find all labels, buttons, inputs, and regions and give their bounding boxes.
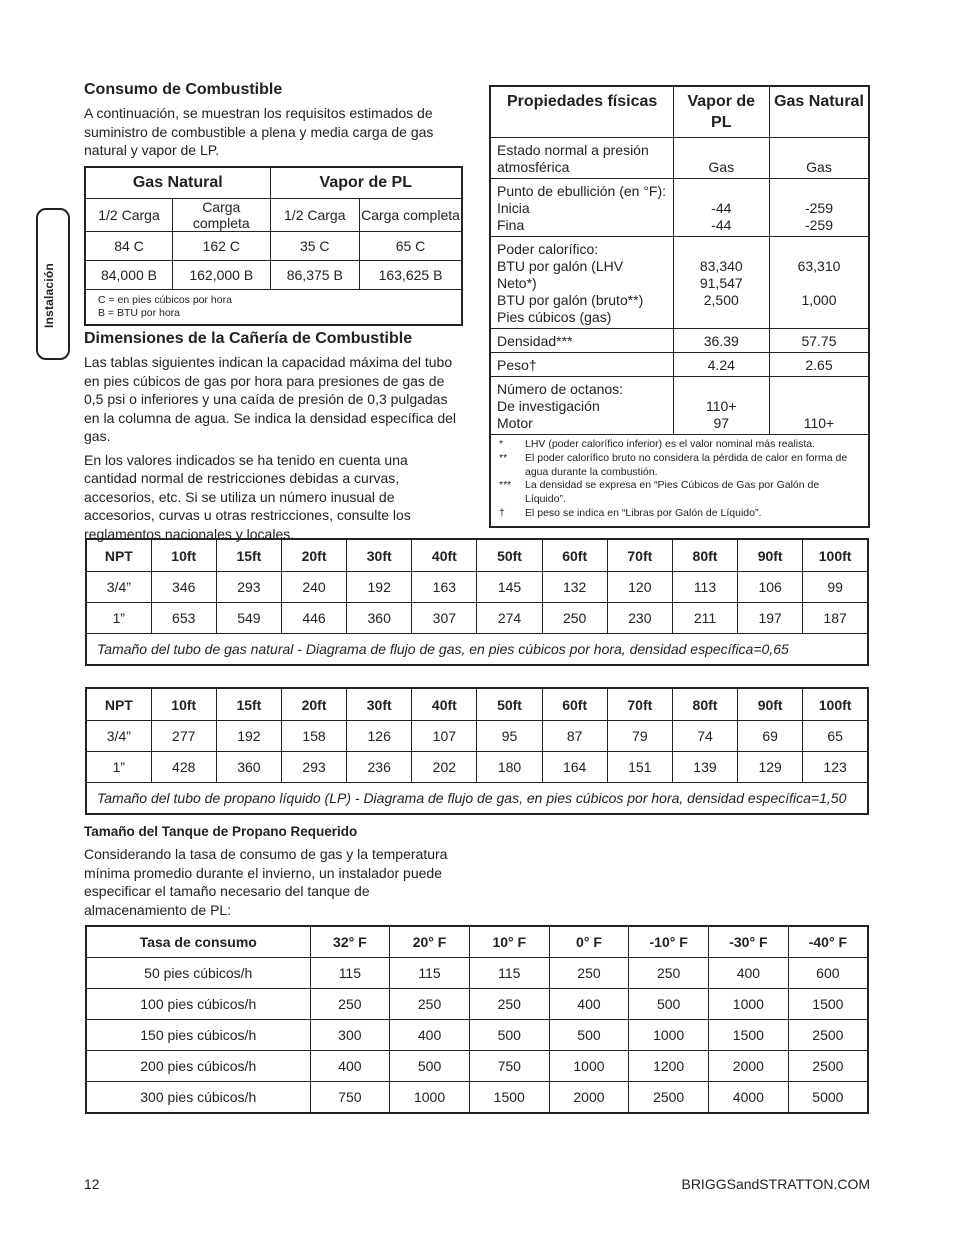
tank-cell: 1000: [390, 1082, 470, 1114]
property-label-line: De investigación: [497, 398, 600, 414]
flow-cell: 293: [216, 572, 281, 603]
property-label: [490, 353, 673, 377]
flow-header: 100ft: [803, 539, 868, 572]
property-value-line: 110+: [803, 415, 835, 431]
tank-cell: 500: [629, 989, 709, 1020]
tank-cell: 500: [549, 1020, 629, 1051]
tank-cell: 500: [390, 1051, 470, 1082]
note-c: C = en pies cúbicos por hora: [98, 294, 232, 306]
flow-header: 20ft: [281, 539, 346, 572]
flow-header: 90ft: [738, 539, 803, 572]
spacer: [776, 241, 862, 258]
dimensiones-title: Dimensiones de la Cañería de Combustible: [84, 330, 413, 347]
flow-cell: 145: [477, 572, 542, 603]
flow-cell: 163: [412, 572, 477, 603]
tank-cell: 750: [469, 1051, 549, 1082]
tank-cell: 1000: [549, 1051, 629, 1082]
flow-cell: 293: [281, 752, 346, 783]
property-value-line: 2.65: [805, 357, 833, 373]
spacer: [680, 183, 763, 200]
flow-cell: 446: [281, 603, 346, 634]
property-label-line: Motor: [497, 415, 533, 431]
tank-cell: 115: [310, 958, 390, 989]
property-value-line: 36.39: [703, 333, 739, 349]
property-value-pl: [673, 179, 769, 237]
flow-header: 40ft: [412, 539, 477, 572]
tank-cell: 400: [549, 989, 629, 1020]
table-row: [86, 989, 868, 1020]
flow-header: 60ft: [542, 539, 607, 572]
tank-cell: 300 pies cúbicos/h: [86, 1082, 310, 1114]
tank-cell: 400: [310, 1051, 390, 1082]
flow-cell: 180: [477, 752, 542, 783]
flow-cell: 202: [412, 752, 477, 783]
table-row: [86, 752, 868, 783]
flow-header: 100ft: [803, 688, 868, 721]
flow-cell: 3/4”: [86, 572, 151, 603]
flow-header: 70ft: [607, 688, 672, 721]
flow-cell: 653: [151, 603, 216, 634]
flow-cell: 307: [412, 603, 477, 634]
flow-header: NPT: [86, 539, 151, 572]
tank-cell: 4000: [709, 1082, 789, 1114]
fuel-cell: 84,000 B: [85, 261, 173, 290]
flow-cell: 187: [803, 603, 868, 634]
footnote-symbol: **: [499, 451, 508, 464]
property-value-line: 1,000: [801, 292, 837, 308]
fuel-cell: 84 C: [85, 232, 173, 261]
props-header-property: Propiedades físicas: [490, 86, 673, 138]
flow-header: 30ft: [347, 688, 412, 721]
property-value-pl: [673, 329, 769, 353]
property-value-line: 57.75: [801, 333, 837, 349]
table-row: [490, 353, 869, 377]
footnote-text: El poder calorífico bruto no considera la pérdida de calor en forma de agua durante la combustión.: [525, 451, 848, 478]
flow-cell: 1”: [86, 603, 151, 634]
tank-header: -40° F: [788, 926, 868, 958]
table-row: [490, 237, 869, 329]
tank-cell: 1500: [469, 1082, 549, 1114]
fuel-subheader: 1/2 Carga: [85, 199, 173, 232]
property-label-line: Estado normal a presión: [497, 142, 649, 158]
table-row: [86, 1051, 868, 1082]
flow-header: 70ft: [607, 539, 672, 572]
tanque-section: [84, 824, 454, 919]
property-label-line: BTU por galón (LHV Neto*): [497, 258, 624, 291]
fuel-cell: 86,375 B: [270, 261, 359, 290]
property-label-line: Número de octanos:: [497, 381, 624, 397]
flow-header: 15ft: [216, 539, 281, 572]
flow-cell: 236: [347, 752, 412, 783]
property-value-line: 91,547: [699, 275, 743, 291]
fuel-consumption-table: [84, 166, 463, 326]
spacer: [776, 183, 862, 200]
flow-cell: 123: [803, 752, 868, 783]
flow-cell: 74: [672, 721, 737, 752]
table-row: [85, 232, 462, 261]
flow-cell: 274: [477, 603, 542, 634]
fuel-subheader: Carga completa: [173, 199, 271, 232]
property-value-line: 97: [713, 415, 730, 431]
flow-cell: 120: [607, 572, 672, 603]
flow-cell: 106: [738, 572, 803, 603]
spacer: [776, 381, 862, 398]
property-value-line: 2,500: [703, 292, 739, 308]
footnote: [499, 479, 860, 507]
dimensiones-paragraph-2: En los valores indicados se ha tenido en cuenta una cantidad normal de restricciones debidas a curvas, accesorios, etc. Si se utiliza un número inusual de accesorios, curvas u otras restricciones, consulte los reglamentos nacionales y locales.: [84, 451, 411, 542]
table-row: [85, 261, 462, 290]
table-row: [86, 603, 868, 634]
tank-cell: 1000: [709, 989, 789, 1020]
website-url: BRIGGSandSTRATTON.COM: [681, 1176, 870, 1192]
natural-gas-flow-table: [85, 538, 869, 666]
flow-header: 50ft: [477, 688, 542, 721]
propane-flow-caption: Tamaño del tubo de propano líquido (LP) - Diagrama de flujo de gas, en pies cúbicos por hora, densidad específica=1,50: [86, 783, 868, 815]
property-label-line: Poder calorífico:: [497, 241, 599, 257]
property-value-line: Gas: [708, 159, 735, 175]
tank-cell: 400: [709, 958, 789, 989]
property-label-line: Densidad***: [497, 333, 573, 349]
flow-cell: 197: [738, 603, 803, 634]
flow-header: NPT: [86, 688, 151, 721]
footnote-text: LHV (poder calorífico inferior) es el valor nominal más realista.: [525, 438, 816, 450]
flow-cell: 65: [803, 721, 868, 752]
property-value-line: 83,340: [699, 258, 743, 274]
flow-header: 20ft: [281, 688, 346, 721]
property-value-line: -44: [711, 200, 732, 216]
tank-size-table: [85, 925, 869, 1114]
tank-cell: 115: [390, 958, 470, 989]
property-label-line: BTU por galón (bruto**): [497, 292, 644, 308]
flow-cell: 164: [542, 752, 607, 783]
props-header-gas-natural: Gas Natural: [769, 86, 869, 138]
tank-cell: 1200: [629, 1051, 709, 1082]
flow-cell: 428: [151, 752, 216, 783]
flow-header: 80ft: [672, 539, 737, 572]
tank-cell: 250: [549, 958, 629, 989]
consumo-title: Consumo de Combustible: [84, 81, 283, 98]
table-row: [490, 138, 869, 179]
footnote: [499, 438, 860, 452]
footnote: [499, 452, 860, 480]
flow-cell: 139: [672, 752, 737, 783]
tank-header: Tasa de consumo: [86, 926, 310, 958]
footnote-symbol: †: [499, 506, 505, 519]
tank-cell: 250: [629, 958, 709, 989]
physical-properties-table: [489, 85, 870, 528]
property-value-line: 4.24: [707, 357, 735, 373]
property-label: [490, 138, 673, 179]
footnote-text: La densidad se expresa en “Pies Cúbicos de Gas por Galón de Líquido”.: [525, 479, 820, 506]
table-row: [490, 377, 869, 435]
tank-cell: 50 pies cúbicos/h: [86, 958, 310, 989]
tank-cell: 250: [310, 989, 390, 1020]
flow-cell: 87: [542, 721, 607, 752]
property-value-pl: [673, 377, 769, 435]
fuel-cell: 162 C: [173, 232, 271, 261]
page-number: 12: [84, 1176, 100, 1192]
property-label-line: Inicia: [497, 200, 530, 216]
table-row: [490, 179, 869, 237]
dimensiones-paragraph-1: Las tablas siguientes indican la capacidad máxima del tubo en pies cúbicos de gas por hora para presiones de gas de 0,5 psi o inferiores y una caída de presión de 0,3 pulgadas en la columna de agua. Se indica la densidad específica del gas.: [84, 354, 457, 444]
fuel-subheader: 1/2 Carga: [270, 199, 359, 232]
property-value-gn: [769, 237, 869, 329]
property-value-line: -259: [804, 217, 833, 233]
tank-cell: 300: [310, 1020, 390, 1051]
tank-cell: 2500: [788, 1051, 868, 1082]
tank-header: -30° F: [709, 926, 789, 958]
flow-cell: 360: [216, 752, 281, 783]
tank-cell: 115: [469, 958, 549, 989]
flow-cell: 549: [216, 603, 281, 634]
fuel-cell: 65 C: [360, 232, 463, 261]
tank-cell: 150 pies cúbicos/h: [86, 1020, 310, 1051]
tank-header: 10° F: [469, 926, 549, 958]
property-value-pl: [673, 353, 769, 377]
property-value-pl: [673, 138, 769, 179]
flow-cell: 277: [151, 721, 216, 752]
table-row: [86, 572, 868, 603]
tank-cell: 500: [469, 1020, 549, 1051]
fuel-cell: 35 C: [270, 232, 359, 261]
spacer: [776, 398, 862, 415]
spacer: [680, 381, 763, 398]
tank-cell: 100 pies cúbicos/h: [86, 989, 310, 1020]
flow-cell: 151: [607, 752, 672, 783]
fuel-cell: 163,625 B: [360, 261, 463, 290]
spacer: [776, 142, 862, 159]
tank-cell: 200 pies cúbicos/h: [86, 1051, 310, 1082]
consumo-section: [84, 81, 454, 160]
tank-cell: 400: [390, 1020, 470, 1051]
group-header-gas-natural: Gas Natural: [85, 167, 270, 199]
property-value-gn: [769, 353, 869, 377]
fuel-subheader: Carga completa: [360, 199, 463, 232]
table-row: [86, 1020, 868, 1051]
tank-header: 32° F: [310, 926, 390, 958]
flow-cell: 126: [347, 721, 412, 752]
flow-header: 60ft: [542, 688, 607, 721]
props-footnotes: [490, 435, 869, 527]
flow-cell: 192: [347, 572, 412, 603]
property-value-line: 63,310: [797, 258, 841, 274]
footnote-symbol: *: [499, 438, 504, 450]
tank-cell: 1500: [788, 989, 868, 1020]
spacer: [680, 241, 763, 258]
property-value-gn: [769, 138, 869, 179]
property-label-line: Punto de ebullición (en °F):: [497, 183, 667, 199]
props-header-vapor-pl: Vapor de PL: [673, 86, 769, 138]
flow-cell: 79: [607, 721, 672, 752]
property-value-line: Gas: [806, 159, 832, 175]
tanque-paragraph: Considerando la tasa de consumo de gas y la temperatura mínima promedio durante el invierno, un instalador puede especificar el tamaño necesario del tanque de almacenamiento de PL:: [84, 846, 448, 918]
spacer: [680, 142, 763, 159]
table-row: [86, 958, 868, 989]
tank-cell: 250: [390, 989, 470, 1020]
flow-cell: 95: [477, 721, 542, 752]
tank-cell: 2000: [709, 1051, 789, 1082]
property-label-line: Pies cúbicos (gas): [497, 309, 612, 325]
flow-header: 15ft: [216, 688, 281, 721]
table-row: [86, 1082, 868, 1114]
property-value-line: [776, 275, 862, 292]
fuel-table-notes: [85, 290, 462, 326]
tank-cell: 600: [788, 958, 868, 989]
tank-cell: 2500: [788, 1020, 868, 1051]
flow-header: 90ft: [738, 688, 803, 721]
tank-header: 20° F: [390, 926, 470, 958]
tank-header: -10° F: [629, 926, 709, 958]
dimensiones-section: [84, 330, 462, 543]
tank-cell: 1500: [709, 1020, 789, 1051]
property-value-gn: [769, 377, 869, 435]
side-tab: [36, 208, 70, 360]
flow-header: 50ft: [477, 539, 542, 572]
property-label-line: Fina: [497, 217, 525, 233]
flow-cell: 192: [216, 721, 281, 752]
property-label: [490, 377, 673, 435]
tank-cell: 2000: [549, 1082, 629, 1114]
footnote-text: El peso se indica en “Libras por Galón de Líquido”.: [525, 506, 762, 519]
natural-gas-flow-caption: Tamaño del tubo de gas natural - Diagrama de flujo de gas, en pies cúbicos por hora, densidad específica=0,65: [86, 634, 868, 666]
tanque-title: Tamaño del Tanque de Propano Requerido: [84, 824, 358, 839]
flow-cell: 69: [738, 721, 803, 752]
tank-cell: 250: [469, 989, 549, 1020]
tank-cell: 750: [310, 1082, 390, 1114]
flow-cell: 250: [542, 603, 607, 634]
flow-cell: 1”: [86, 752, 151, 783]
tank-cell: 2500: [629, 1082, 709, 1114]
note-b: B = BTU por hora: [98, 307, 180, 319]
flow-cell: 346: [151, 572, 216, 603]
property-value-pl: [673, 237, 769, 329]
tank-cell: 5000: [788, 1082, 868, 1114]
flow-cell: 158: [281, 721, 346, 752]
flow-header: 10ft: [151, 539, 216, 572]
flow-cell: 107: [412, 721, 477, 752]
tank-cell: 1000: [629, 1020, 709, 1051]
side-tab-label: Instalación: [42, 263, 56, 328]
footnote-symbol: ***: [499, 479, 512, 492]
group-header-vapor-pl: Vapor de PL: [270, 167, 462, 199]
table-row: [86, 721, 868, 752]
flow-cell: 99: [803, 572, 868, 603]
property-value-line: -259: [804, 200, 833, 216]
propane-flow-table: [85, 687, 869, 815]
flow-header: 40ft: [412, 688, 477, 721]
property-label: [490, 179, 673, 237]
property-value-line: -44: [711, 217, 732, 233]
flow-cell: 132: [542, 572, 607, 603]
table-row: [490, 329, 869, 353]
flow-header: 30ft: [347, 539, 412, 572]
property-label-line: atmosférica: [497, 159, 570, 175]
flow-cell: 240: [281, 572, 346, 603]
footnote: [499, 507, 860, 521]
property-label: [490, 237, 673, 329]
flow-cell: 3/4”: [86, 721, 151, 752]
property-label: [490, 329, 673, 353]
flow-cell: 230: [607, 603, 672, 634]
flow-cell: 360: [347, 603, 412, 634]
property-value-gn: [769, 179, 869, 237]
fuel-cell: 162,000 B: [173, 261, 271, 290]
property-value-gn: [769, 329, 869, 353]
tank-header: 0° F: [549, 926, 629, 958]
property-value-line: 110+: [706, 398, 737, 414]
flow-cell: 211: [672, 603, 737, 634]
consumo-paragraph: A continuación, se muestran los requisitos estimados de suministro de combustible a plena y media carga de gas natural y vapor de LP.: [84, 105, 434, 158]
property-label-line: Peso†: [497, 357, 537, 373]
flow-header: 10ft: [151, 688, 216, 721]
flow-cell: 113: [672, 572, 737, 603]
flow-cell: 129: [738, 752, 803, 783]
flow-header: 80ft: [672, 688, 737, 721]
